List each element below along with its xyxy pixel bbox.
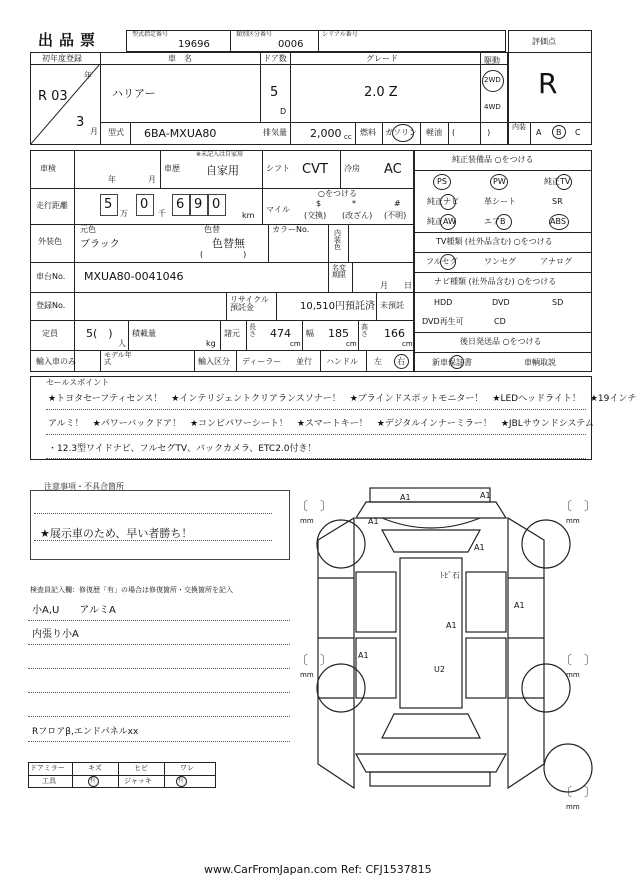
first-reg-month: 3 (76, 115, 85, 130)
docs-warranty: 新車保証書 (432, 358, 472, 367)
tv-analog: アナログ (540, 257, 572, 266)
tire-fr-bracket: 〔 〕 (560, 499, 597, 513)
damage-mark-stone: ﾄﾋﾞ石 (440, 571, 460, 580)
orig-color: ブラック (80, 239, 120, 250)
inspector-line-6: Rフロアβ,エンドパネルxx (32, 727, 139, 737)
width-label: 幅 (306, 329, 314, 338)
year-unit: 年 (84, 71, 92, 80)
interior-b: B (556, 128, 562, 137)
category-no: 0006 (278, 39, 304, 50)
handle-label: ハンドル (326, 357, 358, 366)
equip-airbag: エアB (484, 217, 506, 226)
name-change-day: 日 (404, 281, 412, 290)
form-title: 出品票 (38, 31, 102, 49)
import-dealer: ディーラー (242, 357, 282, 366)
ec-tools-mark: 有 (89, 777, 96, 784)
car-body-diagram (296, 478, 596, 818)
equip-aw-circle (440, 214, 456, 230)
tire-rr-mm: mm (566, 671, 580, 679)
usage-value: 自家用 (206, 164, 239, 177)
equip-pw-circle (490, 174, 508, 190)
modified-b: (改ざん) (342, 211, 373, 220)
usage-note: ※未記入は自家用 (196, 151, 244, 158)
door-suffix: D (280, 107, 287, 116)
docs-title: 後日発送品 ○をつける (460, 337, 542, 346)
equip-tv-circle (556, 174, 572, 190)
import-label: 輸入車のみ (36, 357, 76, 366)
mileage-label: 走行距離 (36, 201, 68, 210)
mileage-digit-4: 9 (194, 197, 203, 212)
length-value: 474 (270, 327, 291, 340)
ec-jack-mark: 有 (177, 777, 184, 784)
man-unit: 万 (120, 209, 128, 218)
usage-label: 車歴 (164, 164, 180, 173)
equip-sr: SR (552, 197, 563, 206)
cc-unit: cc (344, 133, 352, 141)
tv-oneseg: ワンセグ (484, 257, 516, 266)
drive-2wd: 2WD (484, 76, 501, 84)
color-paren: ( ) (200, 250, 247, 259)
equip-navi-circle (440, 194, 456, 210)
capacity-value: 5( ) (86, 327, 113, 340)
type-approval-label: 型式指定番号 (132, 31, 169, 38)
shaken-month-unit: 月 (148, 175, 156, 184)
rating-value: R (538, 67, 558, 100)
unknown-b: (不明) (384, 211, 407, 220)
grade-value: 2.0 Z (364, 85, 398, 100)
damage-mark-2: A1 (480, 491, 491, 500)
km-unit: km (242, 211, 255, 220)
caution-label: 注意事項・不具合箇所 (44, 482, 124, 491)
ec-header-scratch: キズ (88, 764, 102, 772)
ec-header-mirror: ドアミラー (30, 764, 65, 772)
color-change-label: 色替 (204, 225, 220, 234)
drive-4wd: 4WD (484, 103, 501, 111)
kg-unit: kg (206, 339, 216, 348)
footer-ref: www.CarFromJapan.com Ref: CFJ1537815 (204, 863, 432, 876)
inspector-line-2: 内張り小A (32, 629, 79, 640)
ec-jack: ジャッキ (124, 777, 152, 785)
shift-value: CVT (302, 162, 328, 177)
tire-rr-bracket: 〔 〕 (560, 653, 597, 667)
ec-tools: 工具 (42, 777, 56, 785)
import-cat-label: 輸入区分 (198, 357, 230, 366)
rating-label: 評価点 (532, 37, 556, 46)
type-approval-no: 19696 (178, 39, 210, 50)
tire-fl-bracket: 〔 〕 (296, 499, 333, 513)
damage-mark-4: A1 (474, 543, 485, 552)
int-color-label: 内装色 (334, 229, 341, 251)
car-name-label: 車 名 (168, 54, 192, 63)
tv-fullseg-circle (440, 254, 456, 270)
first-reg-year: R 03 (38, 89, 68, 104)
equip-pw: PW (493, 177, 506, 186)
unknown-a: # (394, 199, 401, 208)
mileage-digit-3: 6 (176, 197, 185, 212)
equip-ps: PS (437, 177, 447, 186)
mileage-digit-1: 5 (104, 197, 113, 212)
fuel-paren: ( ) (452, 128, 491, 137)
navi-sd: SD (552, 298, 564, 307)
tire-fl-mm: mm (300, 517, 314, 525)
color-change: 色替無 (212, 237, 245, 250)
length-label: 長さ (249, 323, 256, 338)
sen-unit: 千 (158, 209, 166, 218)
equip-navi: 純正ナビ (427, 197, 459, 206)
fuel-gas: ガソリン (385, 128, 417, 137)
mileage-digit-5: 0 (212, 197, 221, 212)
load-label: 積載量 (132, 329, 156, 338)
capacity-label: 定員 (42, 329, 58, 338)
equip-leather: 革シート (484, 197, 516, 206)
shaken-label: 車検 (40, 164, 56, 173)
tire-fr-mm: mm (566, 517, 580, 525)
category-label: 類別区分番号 (236, 31, 273, 38)
navi-title: ナビ種類 (社外品含む) ○をつける (434, 277, 557, 286)
grade-label: グレード (366, 54, 398, 63)
inspector-label: 検査員記入欄：修復歴「有」の場合は修復箇所・交換箇所を記入 (30, 586, 233, 594)
sales-label: セールスポイント (46, 378, 110, 387)
interior-c: C (575, 128, 581, 137)
equip-abs-circle (549, 214, 569, 230)
docs-warranty-circle (450, 355, 464, 369)
caution-box (30, 490, 290, 560)
height-unit: cm (402, 340, 413, 348)
damage-mark-3: A1 (368, 517, 379, 526)
length-unit: cm (290, 340, 301, 348)
navi-dvd: DVD (492, 298, 510, 307)
equip-ps-circle (433, 174, 451, 190)
exchange-b: (交換) (304, 211, 327, 220)
damage-mark-8: U2 (434, 665, 445, 674)
ec-header-break: ワレ (180, 764, 194, 772)
tire-rl-bracket: 〔 〕 (296, 653, 333, 667)
name-change-label: 名変期限 (332, 264, 346, 279)
tire-spare-mm: mm (566, 803, 580, 811)
damage-mark-6: A1 (446, 621, 457, 630)
first-reg-label: 初年度登録 (42, 54, 82, 63)
model-value: 6BA-MXUA80 (144, 127, 217, 140)
doors-label: ドア数 (263, 54, 287, 63)
navi-cd: CD (494, 317, 506, 326)
damage-mark-5: A1 (514, 601, 525, 610)
recycle-unpaid: 未預託 (380, 301, 404, 310)
equip-airbag-circle (496, 214, 512, 230)
person-unit: 人 (118, 339, 126, 348)
equip-abs: ABS (550, 217, 566, 226)
handle-right: 右 (397, 357, 405, 366)
height-value: 166 (384, 327, 405, 340)
inspector-line-1: 小A,U アルミA (32, 605, 116, 616)
mileage-digit-2: 0 (140, 197, 149, 212)
ac-label: 冷房 (344, 164, 360, 173)
drive-label: 駆動 (484, 56, 500, 65)
shift-label: シフト (266, 164, 290, 173)
damage-mark-1: A1 (400, 493, 411, 502)
tire-spare-bracket: 〔 〕 (560, 785, 597, 799)
tire-rl-mm: mm (300, 671, 314, 679)
sales-line-3: ・12.3型ワイドナビ、フルセグTV、バックカメラ、ETC2.0付き！ (48, 444, 317, 454)
reg-no-label: 登録No. (36, 301, 66, 310)
recycle-value: 10,510円預託済 (300, 301, 375, 312)
import-parallel: 並行 (296, 357, 312, 366)
caution-text: ★展示車のため、早い者勝ち！ (40, 527, 193, 540)
displacement-value: 2,000 (310, 127, 342, 140)
sales-line-2: アルミ！ ★パワーバックドア！ ★コンビパワーシート！ ★スマートキー！ ★デジタルインナーミラー！ ★JBLサウンドシステム (48, 419, 594, 429)
height-label: 高さ (361, 323, 368, 338)
ac-value: AC (384, 162, 402, 177)
width-value: 185 (328, 327, 349, 340)
fuel-light: 軽油 (426, 128, 442, 137)
ec-header-crack: ヒビ (134, 764, 148, 772)
reg-diagonal (30, 64, 100, 145)
specs-label: 諸元 (224, 329, 240, 338)
fuel-label: 燃料 (360, 128, 376, 137)
docs-manual: 車輌取説 (524, 358, 556, 367)
color-no-label: カラーNo. (272, 225, 310, 234)
handle-left: 左 (374, 357, 382, 366)
doors-value: 5 (270, 85, 279, 100)
interior-label: 内装 (512, 123, 526, 131)
exchange-a: $ (316, 199, 322, 208)
tv-fullseg: フルセグ (426, 257, 458, 266)
equip-aw: 純正AW (427, 217, 456, 226)
recycle-label: リサイクル預託金 (230, 295, 269, 312)
chassis-label: 車台No. (36, 272, 66, 281)
model-year-label: モデル年式 (104, 351, 132, 366)
equip-tv: 純正TV (544, 177, 571, 186)
navi-dvdplay: DVD再生可 (422, 317, 464, 326)
modified-a: * (352, 199, 356, 208)
model-label: 型式 (108, 128, 124, 137)
sales-line-1: ★トヨタセーフティセンス！ ★インテリジェントクリアランスソナー！ ★ブラインドスポットモニター！ ★LEDヘッドライト！ ★19インチ (48, 394, 637, 404)
chassis-value: MXUA80-0041046 (84, 270, 184, 283)
damage-mark-7: A1 (358, 651, 369, 660)
car-name: ハリアー (112, 87, 156, 100)
serial-label: シリアル番号 (322, 31, 358, 38)
displacement-label: 排気量 (263, 128, 287, 137)
navi-hdd: HDD (434, 298, 453, 307)
month-unit: 月 (90, 127, 98, 136)
shaken-year-unit: 年 (108, 175, 116, 184)
equip-title: 純正装備品 ○をつける (452, 155, 534, 164)
orig-color-label: 元色 (80, 225, 96, 234)
mileage-check-label: ○をつける (318, 189, 357, 198)
width-unit: cm (346, 340, 357, 348)
interior-a: A (536, 128, 542, 137)
tv-title: TV種類 (社外品含む) ○をつける (436, 237, 553, 246)
ext-color-label: 外装色 (38, 237, 62, 246)
mile-label: マイル (266, 205, 290, 214)
name-change-month: 月 (380, 281, 388, 290)
